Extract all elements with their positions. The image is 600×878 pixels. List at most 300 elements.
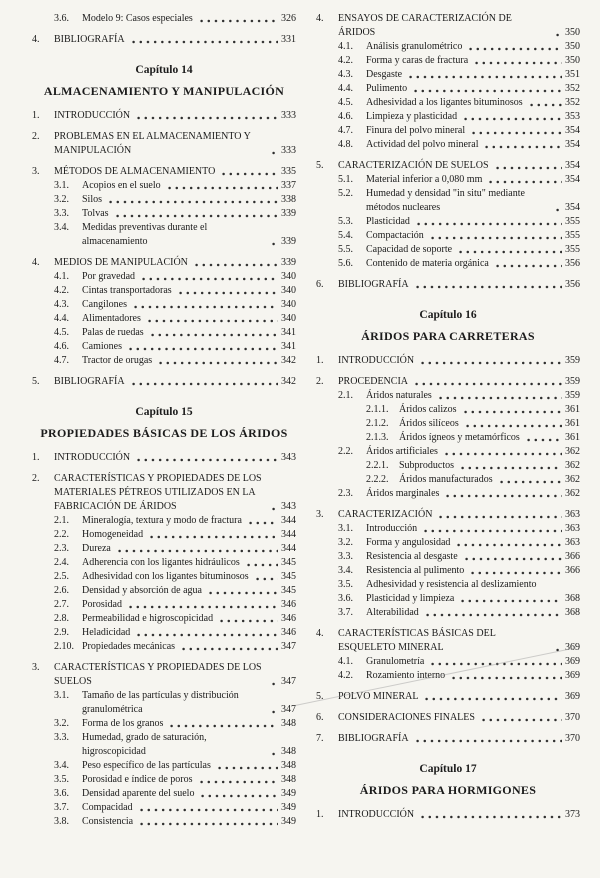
entry-number: 4.4. bbox=[338, 83, 353, 94]
dot-leader bbox=[480, 716, 562, 724]
toc-entry bbox=[316, 243, 580, 257]
dot-leader bbox=[140, 275, 278, 283]
toc-entry bbox=[316, 138, 580, 152]
page-number: 350 bbox=[565, 55, 580, 66]
dot-leader bbox=[107, 198, 278, 206]
page-number: 344 bbox=[281, 528, 296, 540]
entry-text: Por gravedad bbox=[82, 270, 136, 282]
entry-text: Alimentadores bbox=[82, 312, 141, 324]
page-number: 362 bbox=[565, 487, 580, 499]
page-number: 350 bbox=[565, 27, 580, 38]
entry-text: Resistencia al desgaste bbox=[366, 550, 458, 562]
entry-number: 3. bbox=[32, 165, 40, 177]
entry-text: BIBLIOGRAFÍA bbox=[54, 375, 125, 387]
page-number: 348 bbox=[281, 745, 296, 757]
page-number: 359 bbox=[565, 389, 580, 401]
toc-entry bbox=[32, 193, 296, 207]
entry-text: POLVO MINERAL bbox=[338, 690, 419, 702]
page-number: 366 bbox=[565, 564, 580, 576]
dot-leader bbox=[528, 101, 562, 109]
dot-leader bbox=[198, 778, 278, 786]
toc-entry bbox=[316, 215, 580, 229]
entry-number: 4. bbox=[316, 627, 324, 639]
entry-text: Heladicidad bbox=[82, 626, 131, 638]
page-number: 347 bbox=[281, 703, 296, 715]
toc-entry bbox=[32, 451, 296, 465]
dot-leader bbox=[494, 164, 562, 172]
toc-entry bbox=[32, 773, 296, 787]
entry-text: Forma de los granos bbox=[82, 717, 164, 729]
toc-entry bbox=[32, 375, 296, 389]
entry-text: Pulimento bbox=[366, 83, 408, 94]
dot-leader bbox=[459, 597, 562, 605]
toc-entry bbox=[32, 109, 296, 123]
page-number: 345 bbox=[281, 556, 296, 568]
entry-text: Adhesividad a los ligantes bituminosos bbox=[366, 97, 523, 108]
entry-text: Adherencia con los ligantes hidráulicos bbox=[82, 556, 240, 568]
entry-text: Áridos marginales bbox=[366, 487, 440, 499]
page-number: 348 bbox=[281, 773, 296, 785]
chapter-label: Capítulo 17 bbox=[419, 762, 477, 775]
dot-leader bbox=[218, 617, 278, 625]
entry-number: 5.2. bbox=[338, 188, 353, 199]
toc-entry bbox=[316, 655, 580, 669]
page-number: 340 bbox=[281, 284, 296, 296]
entry-text: BIBLIOGRAFÍA bbox=[338, 279, 409, 290]
page-number: 369 bbox=[565, 690, 580, 702]
page-number: 362 bbox=[565, 473, 580, 485]
entry-number: 3.1. bbox=[54, 689, 69, 701]
page-number: 369 bbox=[565, 669, 580, 681]
entry-number: 4.1. bbox=[338, 41, 353, 52]
dot-leader bbox=[413, 380, 562, 388]
page-number: 343 bbox=[281, 451, 296, 463]
toc-entry bbox=[316, 229, 580, 243]
toc-entry bbox=[316, 389, 580, 403]
entry-text: MÉTODOS DE ALMACENAMIENTO bbox=[54, 165, 216, 177]
toc-entry bbox=[316, 711, 580, 725]
entry-number: 2.1.2. bbox=[366, 417, 389, 429]
toc-entry bbox=[316, 669, 580, 683]
page-number: 345 bbox=[281, 570, 296, 582]
entry-number: 2. bbox=[32, 130, 40, 142]
entry-number: 5.5. bbox=[338, 244, 353, 255]
page-number: 348 bbox=[281, 759, 296, 771]
entry-text: Plasticidad bbox=[366, 216, 410, 227]
entry-number: 2.4. bbox=[54, 556, 69, 568]
entry-number: 2.5. bbox=[54, 570, 69, 582]
dot-leader bbox=[469, 569, 562, 577]
dot-leader bbox=[216, 764, 278, 772]
dot-leader bbox=[419, 359, 562, 367]
dot-leader bbox=[138, 820, 278, 828]
entry-number: 2.8. bbox=[54, 612, 69, 624]
toc-entry bbox=[316, 473, 580, 487]
entry-text: CARACTERIZACIÓN DE SUELOS bbox=[338, 160, 489, 171]
entry-number: 3. bbox=[316, 508, 324, 520]
entry-text: Tolvas bbox=[82, 207, 109, 219]
toc-entry bbox=[32, 689, 296, 717]
entry-number: 1. bbox=[316, 354, 324, 366]
dot-leader bbox=[444, 492, 562, 500]
toc-entry bbox=[316, 354, 580, 368]
toc-entry bbox=[316, 124, 580, 138]
page-number: 355 bbox=[565, 216, 580, 227]
toc-entry bbox=[32, 256, 296, 270]
dot-leader bbox=[443, 450, 562, 458]
entry-text: Áridos silíceos bbox=[399, 417, 459, 429]
toc-entry bbox=[316, 592, 580, 606]
page-number: 354 bbox=[565, 160, 580, 171]
entry-number: 4.3. bbox=[54, 298, 69, 310]
entry-text: Densidad y absorción de agua bbox=[82, 584, 202, 596]
dot-leader bbox=[429, 660, 562, 668]
toc-entry bbox=[32, 130, 296, 158]
dot-leader bbox=[419, 813, 562, 821]
chapter-title: ALMACENAMIENTO Y MANIPULACIÓN bbox=[43, 84, 285, 99]
page-number: 368 bbox=[565, 592, 580, 604]
dot-leader bbox=[207, 589, 278, 597]
toc-entry bbox=[32, 298, 296, 312]
toc-entry bbox=[32, 787, 296, 801]
dot-leader bbox=[135, 456, 278, 464]
page-number: 341 bbox=[281, 326, 296, 338]
entry-text: Subproductos bbox=[399, 459, 454, 471]
entry-text: Áridos naturales bbox=[366, 389, 432, 401]
toc-entry bbox=[316, 459, 580, 473]
entry-number: 4.1. bbox=[54, 270, 69, 282]
entry-number: 2.2. bbox=[54, 528, 69, 540]
entry-text: Propiedades mecánicas bbox=[82, 640, 176, 652]
page-number: 333 bbox=[281, 144, 296, 156]
entry-number: 3.2. bbox=[54, 193, 69, 205]
toc-entry bbox=[316, 82, 580, 96]
entry-number: 4. bbox=[32, 256, 40, 268]
page-number: 369 bbox=[565, 655, 580, 667]
entry-number: 6. bbox=[316, 711, 324, 723]
toc-entry bbox=[32, 221, 296, 249]
page-number: 368 bbox=[565, 606, 580, 618]
entry-number: 3.6. bbox=[338, 592, 353, 604]
page-number: 335 bbox=[281, 165, 296, 177]
entry-number: 4.7. bbox=[338, 125, 353, 136]
entry-text: PROBLEMAS EN EL ALMACENAMIENTO Y MANIPULACIÓN bbox=[54, 130, 251, 156]
entry-text: Forma y caras de fractura bbox=[366, 55, 469, 66]
page-number: 340 bbox=[281, 298, 296, 310]
toc-entry bbox=[316, 808, 580, 822]
toc-entry bbox=[316, 690, 580, 704]
entry-number: 4.1. bbox=[338, 655, 353, 667]
entry-text: Modelo 9: Casos especiales bbox=[82, 13, 193, 24]
entry-number: 1. bbox=[32, 451, 40, 463]
page-number: 349 bbox=[281, 815, 296, 827]
page-number: 326 bbox=[281, 13, 296, 24]
entry-text: Tamaño de las partículas y distribución granulométrica bbox=[82, 689, 239, 715]
entry-number: 4. bbox=[316, 13, 324, 24]
entry-number: 4. bbox=[32, 34, 40, 45]
chapter-title: ÁRIDOS PARA CARRETERAS bbox=[361, 329, 535, 344]
entry-text: Introducción bbox=[366, 522, 418, 534]
entry-number: 5.3. bbox=[338, 216, 353, 227]
page-number: 339 bbox=[281, 207, 296, 219]
entry-text: Alterabilidad bbox=[366, 606, 419, 618]
toc-entry bbox=[32, 731, 296, 759]
page-number: 344 bbox=[281, 514, 296, 526]
entry-number: 2.1. bbox=[54, 514, 69, 526]
dot-leader bbox=[148, 533, 278, 541]
entry-text: BIBLIOGRAFÍA bbox=[54, 34, 125, 45]
page-number: 356 bbox=[565, 279, 580, 290]
entry-text: Dureza bbox=[82, 542, 111, 554]
dot-leader bbox=[116, 547, 278, 555]
dot-leader bbox=[414, 283, 562, 291]
entry-number: 2.1.1. bbox=[366, 403, 389, 415]
dot-leader bbox=[149, 331, 278, 339]
toc-entry bbox=[316, 173, 580, 187]
dot-leader bbox=[494, 262, 562, 270]
dot-leader bbox=[457, 248, 562, 256]
entry-number: 4.2. bbox=[338, 669, 353, 681]
entry-number: 3.7. bbox=[338, 606, 353, 618]
entry-number: 3.4. bbox=[54, 221, 69, 233]
entry-number: 3.3. bbox=[54, 207, 69, 219]
entry-text: Cangilones bbox=[82, 298, 127, 310]
toc-entry bbox=[32, 514, 296, 528]
page-number: 356 bbox=[565, 258, 580, 269]
entry-text: BIBLIOGRAFÍA bbox=[338, 732, 409, 744]
chapter-label: Capítulo 14 bbox=[135, 64, 193, 76]
entry-number: 4.7. bbox=[54, 354, 69, 366]
toc-entry bbox=[32, 165, 296, 179]
entry-number: 3. bbox=[32, 661, 40, 673]
dot-leader bbox=[254, 575, 278, 583]
entry-text: Homogeneidad bbox=[82, 528, 144, 540]
toc-entry bbox=[32, 340, 296, 354]
dot-leader bbox=[412, 87, 562, 95]
dot-leader bbox=[177, 289, 278, 297]
toc-entry bbox=[316, 110, 580, 124]
toc-entry bbox=[32, 584, 296, 598]
dot-leader bbox=[270, 708, 278, 716]
entry-text: Contenido de materia orgánica bbox=[366, 258, 489, 269]
entry-number: 2.10. bbox=[54, 640, 74, 652]
dot-leader bbox=[247, 519, 278, 527]
entry-text: Análisis granulométrico bbox=[366, 41, 463, 52]
entry-number: 5. bbox=[32, 375, 40, 387]
entry-text: Porosidad e índice de poros bbox=[82, 773, 193, 785]
entry-number: 2.3. bbox=[338, 487, 353, 499]
dot-leader bbox=[450, 674, 562, 682]
page-number: 349 bbox=[281, 801, 296, 813]
dot-leader bbox=[130, 38, 278, 46]
toc-entry bbox=[316, 606, 580, 620]
dot-leader bbox=[422, 527, 562, 535]
page-number: 345 bbox=[281, 584, 296, 596]
page-number: 347 bbox=[281, 675, 296, 687]
page-number: 353 bbox=[565, 111, 580, 122]
toc-entry bbox=[316, 278, 580, 292]
dot-leader bbox=[462, 115, 562, 123]
page-number: 346 bbox=[281, 598, 296, 610]
chapter-heading bbox=[316, 307, 580, 345]
entry-text: Compacidad bbox=[82, 801, 133, 813]
entry-text: Adhesividad con los ligantes bituminosos bbox=[82, 570, 249, 582]
entry-text: Peso específico de las partículas bbox=[82, 759, 211, 771]
entry-text: Humedad y densidad "in situ" mediante métodos nucleares bbox=[366, 188, 525, 213]
entry-number: 4.4. bbox=[54, 312, 69, 324]
page-number: 351 bbox=[565, 69, 580, 80]
dot-leader bbox=[464, 422, 562, 430]
entry-text: Áridos ígneos y metamórficos bbox=[399, 431, 520, 443]
dot-leader bbox=[270, 240, 278, 248]
entry-number: 3.1. bbox=[54, 179, 69, 191]
toc-entry bbox=[316, 522, 580, 536]
toc-entry bbox=[316, 536, 580, 550]
page-number: 340 bbox=[281, 312, 296, 324]
entry-text: Granulometría bbox=[366, 655, 425, 667]
entry-number: 7. bbox=[316, 732, 324, 744]
dot-leader bbox=[199, 792, 278, 800]
entry-text: Mineralogía, textura y modo de fractura bbox=[82, 514, 242, 526]
dot-leader bbox=[198, 17, 278, 25]
entry-text: Palas de ruedas bbox=[82, 326, 144, 338]
entry-number: 3.7. bbox=[54, 801, 69, 813]
toc-entry bbox=[32, 640, 296, 654]
dot-leader bbox=[270, 505, 278, 513]
toc-entry bbox=[32, 528, 296, 542]
toc-entry bbox=[32, 556, 296, 570]
page-number: 354 bbox=[565, 139, 580, 150]
dot-leader bbox=[138, 806, 278, 814]
dot-leader bbox=[407, 73, 562, 81]
entry-number: 6. bbox=[316, 279, 324, 290]
dot-leader bbox=[157, 359, 278, 367]
dot-leader bbox=[180, 645, 278, 653]
dot-leader bbox=[245, 561, 278, 569]
page-number: 338 bbox=[281, 193, 296, 205]
entry-number: 2.6. bbox=[54, 584, 69, 596]
entry-number: 4.2. bbox=[338, 55, 353, 66]
entry-number: 3.2. bbox=[338, 536, 353, 548]
dot-leader bbox=[135, 114, 278, 122]
entry-text: CARACTERIZACIÓN bbox=[338, 508, 433, 520]
dot-leader bbox=[459, 464, 562, 472]
toc-entry bbox=[316, 564, 580, 578]
dot-leader bbox=[130, 380, 278, 388]
entry-number: 3.5. bbox=[54, 773, 69, 785]
page-number: 363 bbox=[565, 522, 580, 534]
dot-leader bbox=[270, 750, 278, 758]
entry-text: Humedad, grado de saturación, higroscopicidad bbox=[82, 731, 207, 757]
toc-entry bbox=[32, 12, 296, 26]
entry-text: MEDIOS DE MANIPULACIÓN bbox=[54, 256, 188, 268]
dot-leader bbox=[220, 170, 278, 178]
toc-entry bbox=[316, 257, 580, 271]
entry-text: INTRODUCCIÓN bbox=[338, 354, 415, 366]
entry-number: 2.7. bbox=[54, 598, 69, 610]
entry-text: Plasticidad y limpieza bbox=[366, 592, 455, 604]
entry-number: 4.6. bbox=[338, 111, 353, 122]
page-number: 347 bbox=[281, 640, 296, 652]
toc-entry bbox=[316, 445, 580, 459]
entry-number: 3.2. bbox=[54, 717, 69, 729]
entry-number: 4.8. bbox=[338, 139, 353, 150]
entry-text: CARACTERÍSTICAS Y PROPIEDADES DE LOS MATERIALES PÉTREOS UTILIZADOS EN LA FABRICACIÓN DE ÁRIDOS bbox=[54, 472, 262, 512]
entry-number: 5. bbox=[316, 160, 324, 171]
chapter-label: Capítulo 16 bbox=[419, 309, 477, 321]
page-number: 333 bbox=[281, 109, 296, 121]
entry-number: 2. bbox=[316, 375, 324, 387]
entry-number: 3.3. bbox=[338, 550, 353, 562]
page-number: 354 bbox=[565, 202, 580, 213]
toc-entry bbox=[32, 33, 296, 47]
toc-entry bbox=[316, 187, 580, 215]
entry-number: 5.4. bbox=[338, 230, 353, 241]
page-number: 346 bbox=[281, 626, 296, 638]
entry-number: 4.3. bbox=[338, 69, 353, 80]
toc-entry bbox=[316, 68, 580, 82]
dot-leader bbox=[525, 436, 562, 444]
entry-number: 4.6. bbox=[54, 340, 69, 352]
entry-text: CARACTERÍSTICAS Y PROPIEDADES DE LOS SUELOS bbox=[54, 661, 262, 687]
toc-entry bbox=[32, 542, 296, 556]
entry-number: 3.4. bbox=[338, 564, 353, 576]
entry-number: 5. bbox=[316, 690, 324, 702]
dot-leader bbox=[193, 261, 278, 269]
dot-leader bbox=[270, 680, 278, 688]
dot-leader bbox=[554, 646, 562, 654]
toc-entry bbox=[32, 270, 296, 284]
page-number: 363 bbox=[565, 536, 580, 548]
entry-text: Rozamiento interno bbox=[366, 669, 446, 681]
entry-number: 3.1. bbox=[338, 522, 353, 534]
toc-entry bbox=[32, 354, 296, 368]
dot-leader bbox=[132, 303, 278, 311]
page-number: 342 bbox=[281, 375, 296, 387]
toc-entry bbox=[316, 487, 580, 501]
toc-entry bbox=[316, 508, 580, 522]
toc-entry bbox=[316, 159, 580, 173]
entry-number: 2.2. bbox=[338, 445, 353, 457]
chapter-title: ÁRIDOS PARA HORMIGONES bbox=[359, 782, 537, 797]
entry-text: CONSIDERACIONES FINALES bbox=[338, 711, 475, 723]
page-number: 363 bbox=[565, 508, 580, 520]
entry-text: INTRODUCCIÓN bbox=[54, 109, 131, 121]
entry-number: 3.6. bbox=[54, 13, 69, 24]
entry-text: Silos bbox=[82, 193, 103, 205]
page-number: 355 bbox=[565, 244, 580, 255]
toc-column bbox=[316, 12, 580, 870]
page-number: 362 bbox=[565, 445, 580, 457]
toc-entry bbox=[32, 661, 296, 689]
dot-leader bbox=[146, 317, 278, 325]
page-number: 362 bbox=[565, 459, 580, 471]
dot-leader bbox=[127, 603, 278, 611]
page-number: 344 bbox=[281, 542, 296, 554]
dot-leader bbox=[455, 541, 562, 549]
page-number: 370 bbox=[565, 732, 580, 744]
page-number: 373 bbox=[565, 808, 580, 820]
page-number: 361 bbox=[565, 403, 580, 415]
dot-leader bbox=[498, 478, 562, 486]
chapter-heading bbox=[316, 761, 580, 799]
dot-leader bbox=[463, 555, 562, 563]
page-number: 339 bbox=[281, 256, 296, 268]
entry-text: INTRODUCCIÓN bbox=[54, 451, 131, 463]
dot-leader bbox=[467, 45, 562, 53]
entry-number: 3.4. bbox=[54, 759, 69, 771]
page-number: 361 bbox=[565, 431, 580, 443]
